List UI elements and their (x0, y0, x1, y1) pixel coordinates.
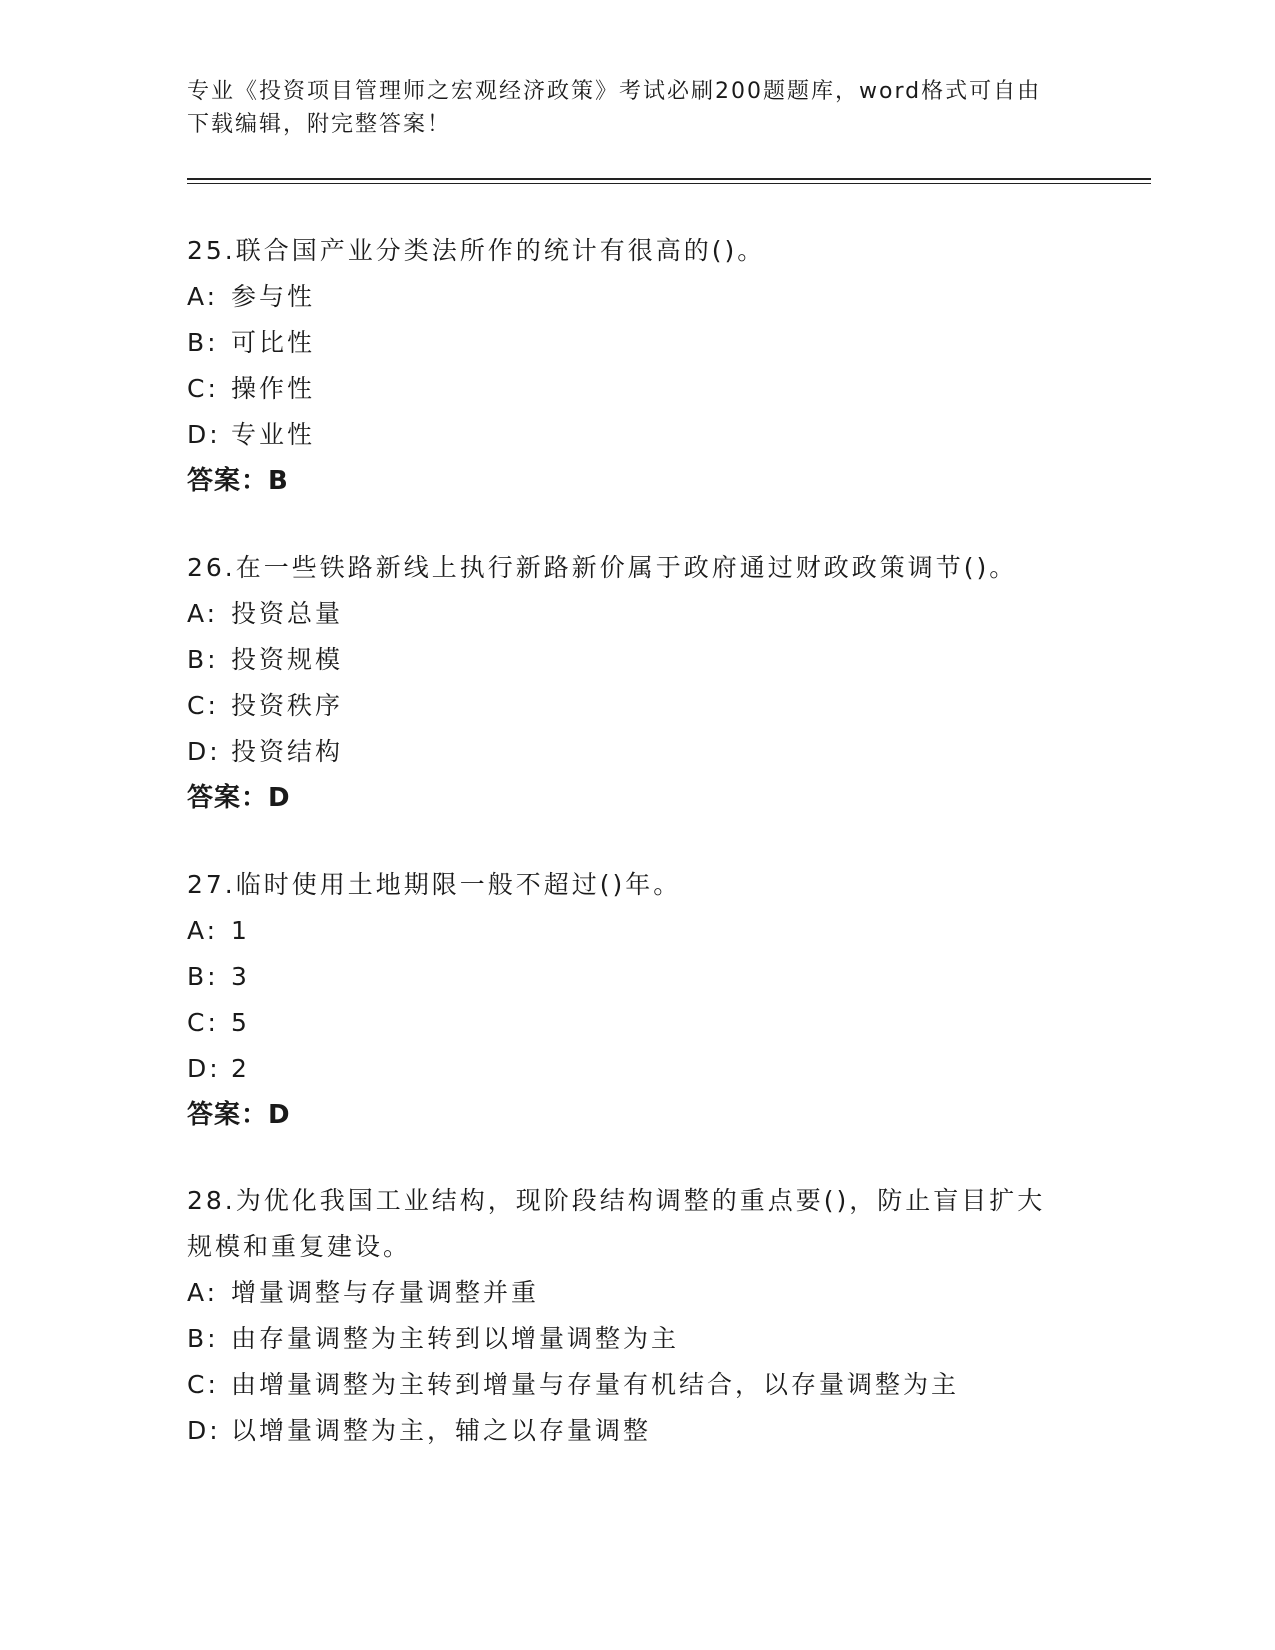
option-key: B: (187, 645, 219, 674)
option-text: 5 (231, 1008, 250, 1037)
question-title: 27.临时使用土地期限一般不超过()年。 (187, 870, 682, 899)
option-text: 可比性 (231, 328, 316, 357)
question-27 (187, 862, 1087, 1138)
option-text: 专业性 (231, 420, 316, 449)
option-key: A: (187, 599, 219, 628)
option-b (187, 954, 1087, 1000)
header-line-2: 下载编辑，附完整答案！ (187, 112, 452, 137)
option-key: D: (187, 420, 221, 449)
option-key: C: (187, 374, 219, 403)
header-divider-thick (187, 178, 1151, 180)
option-text: 投资秩序 (231, 691, 344, 720)
option-key: C: (187, 691, 219, 720)
option-a (187, 591, 1087, 637)
option-d (187, 729, 1087, 775)
document-header (187, 75, 1087, 141)
option-c (187, 366, 1087, 412)
option-key: C: (187, 1370, 219, 1399)
option-text: 投资结构 (231, 737, 344, 766)
option-key: B: (187, 1324, 219, 1353)
header-line-1: 专业《投资项目管理师之宏观经济政策》考试必刷200题题库，word格式可自由 (187, 79, 1042, 104)
question-title: 25.联合国产业分类法所作的统计有很高的()。 (187, 236, 766, 265)
option-a (187, 908, 1087, 954)
option-key: D: (187, 1416, 221, 1445)
option-text: 由存量调整为主转到以增量调整为主 (231, 1324, 680, 1353)
option-text: 参与性 (231, 282, 316, 311)
answer-label: 答案：D (187, 783, 291, 813)
option-text: 操作性 (231, 374, 316, 403)
option-key: D: (187, 737, 221, 766)
option-text: 投资规模 (231, 645, 344, 674)
question-title-line-2: 规模和重复建设。 (187, 1232, 412, 1261)
answer-label: 答案：D (187, 1100, 291, 1130)
option-a (187, 1270, 1087, 1316)
option-b (187, 637, 1087, 683)
question-25 (187, 228, 1087, 504)
option-d (187, 1046, 1087, 1092)
option-b (187, 320, 1087, 366)
option-text: 以增量调整为主，辅之以存量调整 (231, 1416, 652, 1445)
option-text: 1 (231, 916, 250, 945)
header-divider-thin (187, 183, 1151, 184)
option-key: B: (187, 962, 219, 991)
question-28 (187, 1178, 1087, 1454)
option-d (187, 412, 1087, 458)
option-key: C: (187, 1008, 219, 1037)
option-c (187, 683, 1087, 729)
question-title-line-1: 28.为优化我国工业结构，现阶段结构调整的重点要()，防止盲目扩大 (187, 1186, 1046, 1215)
option-d (187, 1408, 1087, 1454)
option-text: 投资总量 (231, 599, 344, 628)
option-c (187, 1362, 1087, 1408)
question-26 (187, 545, 1087, 821)
option-key: D: (187, 1054, 221, 1083)
option-a (187, 274, 1087, 320)
option-text: 2 (231, 1054, 250, 1083)
option-key: A: (187, 1278, 219, 1307)
question-title: 26.在一些铁路新线上执行新路新价属于政府通过财政政策调节()。 (187, 553, 1018, 582)
option-b (187, 1316, 1087, 1362)
option-text: 增量调整与存量调整并重 (231, 1278, 540, 1307)
option-c (187, 1000, 1087, 1046)
option-key: B: (187, 328, 219, 357)
option-text: 由增量调整为主转到增量与存量有机结合，以存量调整为主 (231, 1370, 960, 1399)
option-key: A: (187, 282, 219, 311)
answer-label: 答案：B (187, 466, 289, 496)
option-text: 3 (231, 962, 250, 991)
option-key: A: (187, 916, 219, 945)
